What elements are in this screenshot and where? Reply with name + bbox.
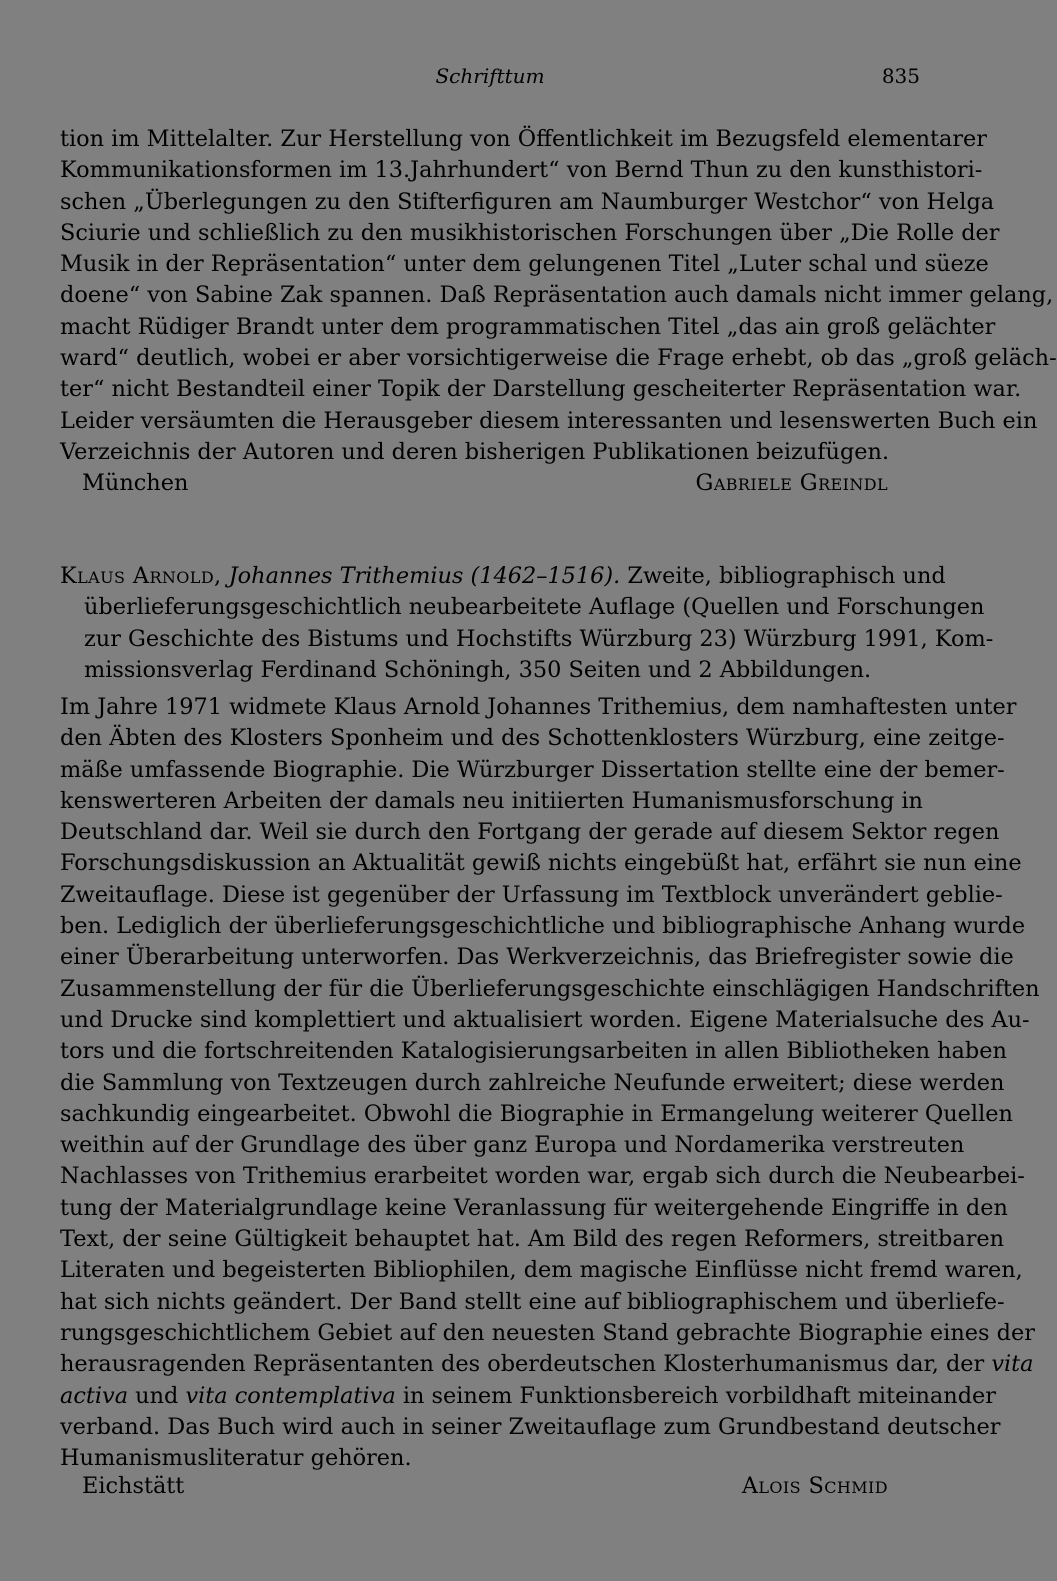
review-continuation	[60, 124, 1057, 500]
review-signature	[60, 468, 918, 499]
text-line: Zweitauflage. Diese ist gegenüber der Urfassung im Textblock unverändert geblie-	[60, 881, 1003, 908]
text-line	[60, 1381, 996, 1412]
text-line: tung der Materialgrundlage keine Veranlassung für weitergehende Eingriffe in den	[60, 1194, 1008, 1221]
text-line: und Drucke sind komplettiert und aktualisiert worden. Eigene Materialsuche des Au-	[60, 1006, 1030, 1033]
text-line: macht Rüdiger Brandt unter dem programmatischen Titel „das ain groß gelächter	[60, 313, 996, 340]
page-number: 835	[881, 64, 920, 88]
text-line: Deutschland dar. Weil sie durch den Fortgang der gerade auf diesem Sektor regen	[60, 819, 1000, 846]
text-line: Humanismusliteratur gehören.	[60, 1445, 412, 1472]
text-line: einer Überarbeitung unterworfen. Das Werkverzeichnis, das Briefregister sowie die	[60, 944, 1014, 971]
text-line: Sciurie und schließlich zu den musikhistorischen Forschungen über „Die Rolle der	[60, 219, 1000, 246]
review-signature-block	[60, 1471, 918, 1502]
text-line: ter“ nicht Bestandteil einer Topik der Darstellung gescheiterter Repräsentation war.	[60, 376, 1022, 403]
text-line: die Sammlung von Textzeugen durch zahlreiche Neufunde erweitert; diese werden	[60, 1069, 1005, 1096]
text-line: Leider versäumten die Herausgeber diesem interessanten und lesenswerten Buch ein	[60, 407, 1038, 434]
italic-term: vita contemplativa	[185, 1382, 396, 1409]
text-line: den Äbten des Klosters Sponheim und des Schottenklosters Würzburg, eine zeitge-	[60, 725, 1005, 752]
text-line	[60, 1349, 1034, 1380]
text-line: Zusammenstellung der für die Überlieferungsgeschichte einschlägigen Handschriften	[60, 975, 1040, 1002]
book-citation	[60, 561, 994, 686]
text-line: rungsgeschichtlichem Gebiet auf den neuesten Stand gebrachte Biographie eines der	[60, 1319, 1035, 1346]
review-body	[60, 692, 1040, 1474]
text-line: mäße umfassende Biographie. Die Würzburger Dissertation stellte eine der bemer-	[60, 756, 1005, 783]
running-title: Schrifttum	[435, 64, 545, 88]
reviewer-name: Gabriele Greindl	[695, 470, 888, 497]
citation-line: missionsverlag Ferdinand Schöningh, 350 Seiten und 2 Abbildungen.	[84, 656, 872, 683]
text-line: ward“ deutlich, wobei er aber vorsichtigerweise die Frage erhebt, ob das „groß geläch-	[60, 345, 1057, 372]
text-line: doene“ von Sabine Zak spannen. Daß Repräsentation auch damals nicht immer gelang,	[60, 282, 1054, 309]
text-line: Kommunikationsformen im 13.Jahrhundert“ von Bernd Thun zu den kunsthistori-	[60, 157, 983, 184]
citation-line	[60, 561, 946, 592]
citation-text: Zweite, bibliographisch und	[627, 563, 946, 589]
text-line: schen „Überlegungen zu den Stifterfiguren am Naumburger Westchor“ von Helga	[60, 188, 995, 215]
text-line: Text, der seine Gültigkeit behauptet hat. Am Bild des regen Reformers, streitbaren	[60, 1226, 1005, 1253]
review-place: Eichstätt	[82, 1473, 185, 1499]
text-segment: und	[135, 1382, 179, 1409]
text-line: hat sich nichts geändert. Der Band stellt eine auf bibliographischem und überliefe-	[60, 1288, 1005, 1315]
text-segment: herausragenden Repräsentanten des oberdeutschen Klosterhumanismus dar, der	[60, 1351, 985, 1378]
reviewer-name: Alois Schmid	[741, 1473, 888, 1499]
text-line: ben. Lediglich der überlieferungsgeschichtliche und bibliographische Anhang wurde	[60, 913, 1026, 940]
citation-line: zur Geschichte des Bistums und Hochstifts Würzburg 23) Würzburg 1991, Kom-	[84, 625, 994, 652]
text-line: Musik in der Repräsentation“ unter dem gelungenen Titel „Luter schal und süeze	[60, 251, 989, 278]
italic-term: activa	[60, 1382, 129, 1409]
italic-term: vita	[991, 1351, 1034, 1378]
book-title: Johannes Trithemius (1462–1516).	[228, 563, 621, 589]
text-line: Forschungsdiskussion an Aktualität gewiß nichts eingebüßt hat, erfährt sie nun eine	[60, 850, 1022, 877]
citation-line: überlieferungsgeschichtlich neubearbeitete Auflage (Quellen und Forschungen	[84, 594, 985, 621]
book-author: Klaus Arnold,	[60, 563, 222, 589]
text-line: tion im Mittelalter. Zur Herstellung von Öffentlichkeit im Bezugsfeld elementarer	[60, 126, 988, 152]
review-signature	[60, 1471, 918, 1502]
text-line: verband. Das Buch wird auch in seiner Zweitauflage zum Grundbestand deutscher	[60, 1413, 1001, 1440]
text-line: weithin auf der Grundlage des über ganz Europa und Nordamerika verstreuten	[60, 1132, 965, 1159]
text-line: sachkundig eingearbeitet. Obwohl die Biographie in Ermangelung weiterer Quellen	[60, 1100, 1013, 1127]
text-line: Im Jahre 1971 widmete Klaus Arnold Johannes Trithemius, dem namhaftesten unter	[60, 694, 1017, 720]
text-line: tors und die fortschreitenden Katalogisierungsarbeiten in allen Bibliotheken haben	[60, 1038, 1007, 1065]
page-header	[60, 64, 920, 96]
text-line: Literaten und begeisterten Bibliophilen, dem magische Einflüsse nicht fremd waren,	[60, 1257, 1023, 1284]
text-line: Verzeichnis der Autoren und deren bisherigen Publikationen beizufügen.	[60, 438, 890, 465]
text-line: kenswerteren Arbeiten der damals neu initiierten Humanismusforschung in	[60, 787, 923, 814]
text-segment: in seinem Funktionsbereich vorbildhaft miteinander	[402, 1382, 996, 1409]
text-line: Nachlasses von Trithemius erarbeitet worden war, ergab sich durch die Neubearbei-	[60, 1163, 1025, 1190]
review-place: München	[82, 470, 189, 497]
